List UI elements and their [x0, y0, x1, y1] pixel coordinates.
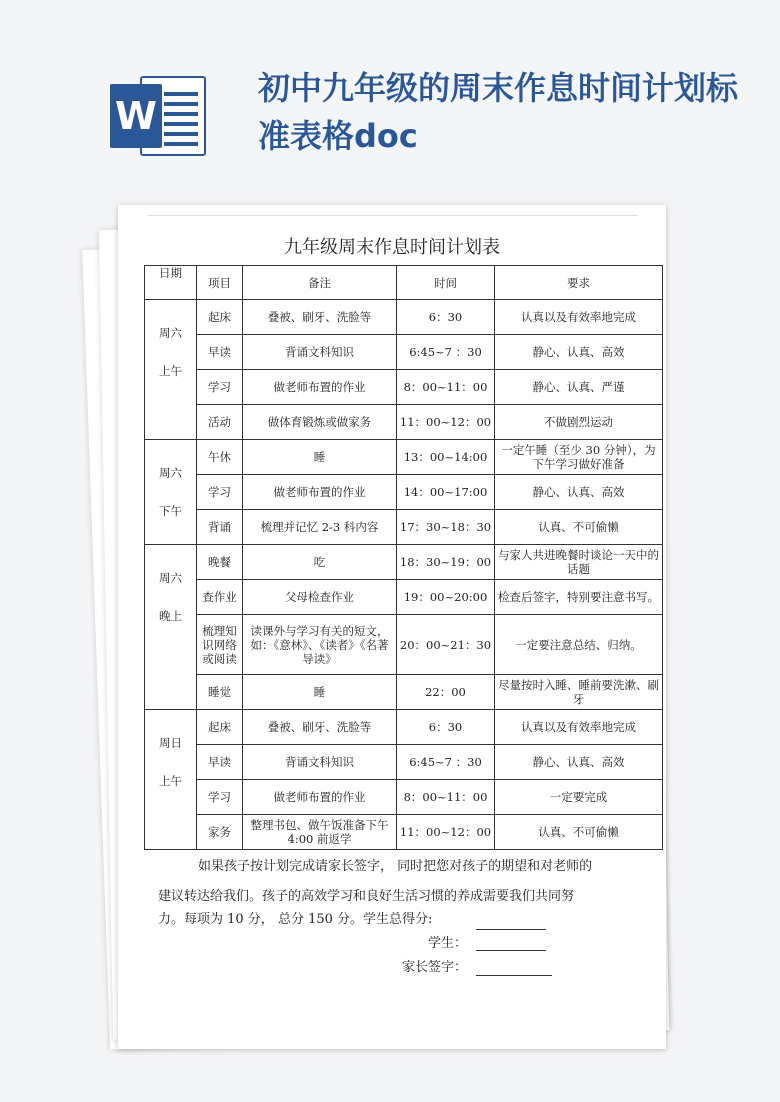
cell-req: 静心、认真、严谨: [495, 370, 663, 405]
student-signature-line-2: [476, 950, 546, 951]
table-row: [145, 370, 663, 405]
table-row: [145, 440, 663, 475]
page-title: 初中九年级的周末作息时间计划标准表格doc: [258, 69, 739, 155]
cell-req: 一定要完成: [495, 780, 663, 815]
col-header-note: 备注: [243, 266, 397, 300]
table-row: [145, 780, 663, 815]
cell-time: 8：00~11：00: [397, 780, 495, 815]
cell-item: 晚餐: [197, 545, 243, 580]
cell-note: 父母检查作业: [243, 580, 397, 615]
cell-req: 一定午睡（至少 30 分钟），为下午学习做好准备: [495, 440, 663, 475]
cell-note: 梳理并记忆 2-3 科内容: [243, 510, 397, 545]
table-row: [145, 545, 663, 580]
table-row: [145, 300, 663, 335]
cell-req: 尽量按时入睡、睡前要洗漱、刷牙: [495, 675, 663, 710]
cell-note: 做老师布置的作业: [243, 780, 397, 815]
cell-item: 查作业: [197, 580, 243, 615]
col-header-req: 要求: [495, 266, 663, 300]
cell-req: 静心、认真、高效: [495, 745, 663, 780]
table-header-row: [145, 266, 663, 300]
cell-item: 学习: [197, 370, 243, 405]
day-label: 周六: [159, 326, 182, 340]
table-row: [145, 405, 663, 440]
word-doc-icon: [110, 72, 208, 160]
cell-req: 不做剧烈运动: [495, 405, 663, 440]
cell-note: 背诵文科知识: [243, 335, 397, 370]
parent-signature-label: 家长签字：: [402, 960, 468, 975]
cell-note: 整理书包、做午饭准备下午 4:00 前返学: [243, 815, 397, 850]
cell-item: 学习: [197, 475, 243, 510]
cell-item: 起床: [197, 710, 243, 745]
cell-time: 20：00~21：30: [397, 615, 495, 675]
cell-note: 做体育锻炼或做家务: [243, 405, 397, 440]
cell-item: 背诵: [197, 510, 243, 545]
cell-note: 读课外与学习有关的短文，如：《意林》、《读者》《名著导读》: [243, 615, 397, 675]
period-label: 晚上: [159, 609, 182, 623]
day-label: 周六: [159, 466, 182, 480]
cell-req: 一定要注意总结、归纳。: [495, 615, 663, 675]
cell-item: 活动: [197, 405, 243, 440]
student-label: 学生：: [428, 936, 468, 951]
period-label: 上午: [159, 774, 182, 788]
parent-signature-line: [476, 975, 552, 976]
cell-req: 认真以及有效率地完成: [495, 300, 663, 335]
day-cell: [145, 440, 197, 545]
cell-time: 14：00~17:00: [397, 475, 495, 510]
table-row: [145, 510, 663, 545]
col-header-time: 时间: [397, 266, 495, 300]
cell-item: 早读: [197, 335, 243, 370]
cell-note: 做老师布置的作业: [243, 475, 397, 510]
period-label: 上午: [159, 364, 182, 378]
cell-req: 静心、认真、高效: [495, 335, 663, 370]
table-row: [145, 580, 663, 615]
cell-req: 静心、认真、高效: [495, 475, 663, 510]
cell-time: 18：30~19：00: [397, 545, 495, 580]
table-row: [145, 815, 663, 850]
cell-time: 6:45~7 ：30: [397, 745, 495, 780]
table-row: [145, 675, 663, 710]
day-label: 周日: [159, 736, 182, 750]
cell-note: 吃: [243, 545, 397, 580]
table-row: [145, 745, 663, 780]
cell-req: 认真、不可偷懒: [495, 815, 663, 850]
cell-req: 检查后签字，特别要注意书写。: [495, 580, 663, 615]
day-cell: [145, 300, 197, 440]
cell-item: 睡觉: [197, 675, 243, 710]
day-label: 周六: [159, 571, 182, 585]
cell-req: 认真、不可偷懒: [495, 510, 663, 545]
cell-time: 8：00~11：00: [397, 370, 495, 405]
table-row: [145, 615, 663, 675]
cell-time: 11：00~12：00: [397, 405, 495, 440]
footer-line-2: 建议转达给我们。孩子的高效学习和良好生活习惯的养成需要我们共同努: [158, 889, 575, 904]
cell-time: 22：00: [397, 675, 495, 710]
student-signature-line: [476, 929, 546, 930]
day-cell: [145, 545, 197, 710]
document-page: [118, 205, 666, 1049]
cell-item: 梳理知识网络或阅读: [197, 615, 243, 675]
header-rule: [148, 215, 638, 216]
schedule-table: [144, 265, 663, 850]
table-row: [145, 335, 663, 370]
cell-item: 学习: [197, 780, 243, 815]
cell-time: 11：00~12：00: [397, 815, 495, 850]
cell-req: 与家人共进晚餐时谈论一天中的话题: [495, 545, 663, 580]
cell-note: 叠被、刷牙、洗脸等: [243, 710, 397, 745]
word-badge: W: [110, 84, 162, 148]
cell-note: 做老师布置的作业: [243, 370, 397, 405]
day-cell: [145, 710, 197, 850]
cell-note: 背诵文科知识: [243, 745, 397, 780]
table-row: [145, 710, 663, 745]
cell-note: 叠被、刷牙、洗脸等: [243, 300, 397, 335]
col-header-date: 日期: [145, 266, 197, 300]
cell-item: 家务: [197, 815, 243, 850]
footer-line-3: 力。每项为 10 分， 总分 150 分。学生总得分:: [158, 912, 433, 927]
cell-req: 认真以及有效率地完成: [495, 710, 663, 745]
cell-item: 早读: [197, 745, 243, 780]
cell-time: 17：30~18：30: [397, 510, 495, 545]
col-header-item: 项目: [197, 266, 243, 300]
period-label: 下午: [159, 504, 182, 518]
footer-line-1: 如果孩子按计划完成请家长签字， 同时把您对孩子的期望和对老师的: [198, 859, 593, 874]
table-row: [145, 475, 663, 510]
cell-time: 13：00~14:00: [397, 440, 495, 475]
cell-item: 午休: [197, 440, 243, 475]
cell-time: 19：00~20:00: [397, 580, 495, 615]
cell-time: 6：30: [397, 710, 495, 745]
document-title: 九年级周末作息时间计划表: [284, 237, 500, 258]
cell-note: 睡: [243, 675, 397, 710]
cell-note: 睡: [243, 440, 397, 475]
cell-time: 6：30: [397, 300, 495, 335]
cell-item: 起床: [197, 300, 243, 335]
cell-time: 6:45~7 ：30: [397, 335, 495, 370]
